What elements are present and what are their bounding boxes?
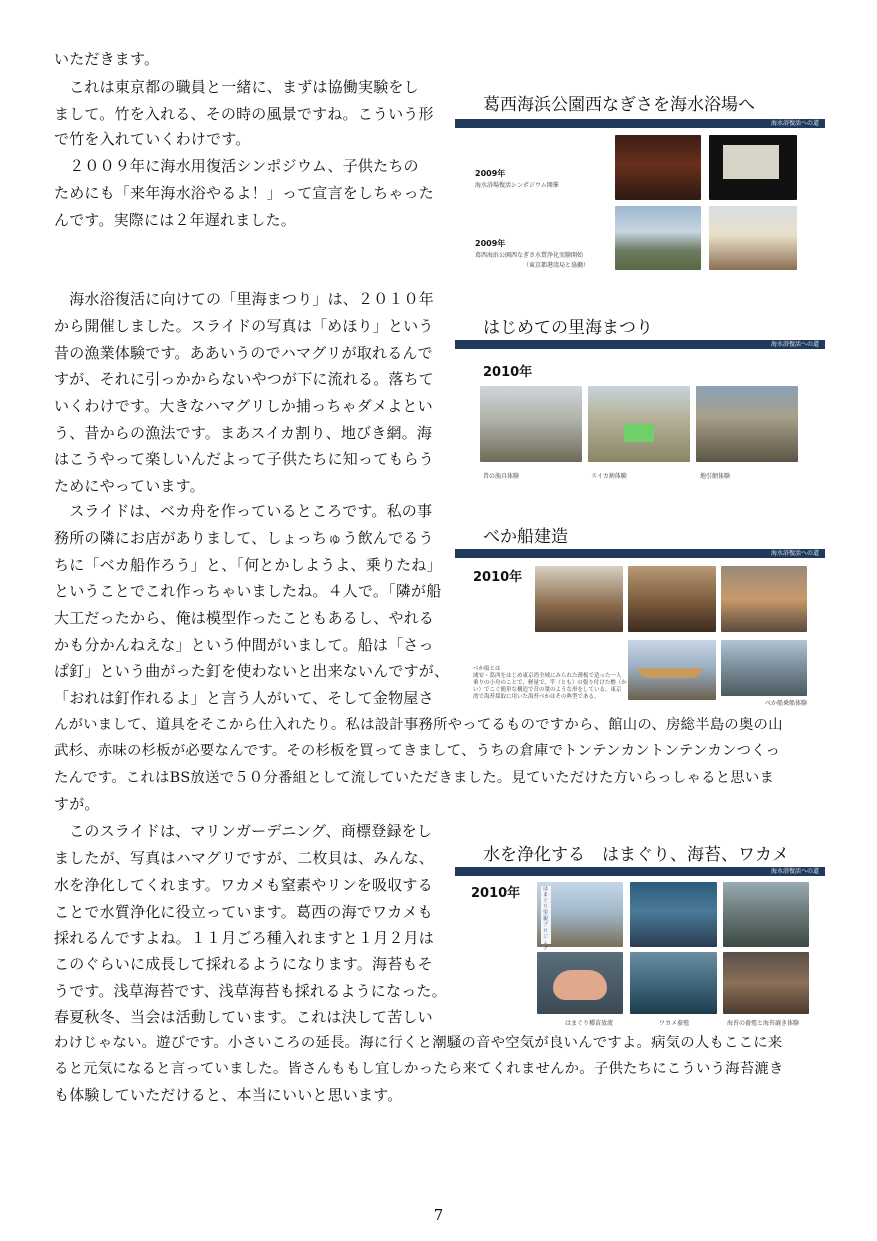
note-line: 浦安・葛西をはじめ東京湾全域にみられた薄板で造った一人 — [473, 673, 622, 679]
slide-year: 2010年 — [483, 365, 533, 380]
photo-boat-ride — [721, 640, 807, 696]
text-line: ましたが、写真はハマグリですが、二枚貝は、みんな、 — [54, 849, 435, 867]
photo-caption: ワカメ養殖 — [659, 1020, 690, 1027]
item-text: 海水浴場復活シンポジウム開催 — [475, 182, 559, 189]
text-line: はこうやって楽しいんだよって子供たちに知ってもらう — [54, 450, 435, 468]
note-line: べか船とは — [473, 666, 501, 672]
photo-group-beach — [709, 206, 797, 270]
photo-symposium-speaker — [709, 135, 797, 200]
text-line: 武杉、赤味の杉板が必要なんです。その杉板を買ってきまして、うちの倉庫でトンテンカントンテンカンつくっ — [54, 743, 781, 759]
text-line: 大工だったから、俺は模型作ったこともあるし、やれる — [54, 609, 435, 627]
green-mat — [624, 424, 654, 442]
text-line: かも分かんねえな」という仲間がいまして。船は「さっ — [54, 636, 434, 654]
photo-boat-shore — [628, 640, 716, 700]
photo-symposium-hall — [615, 135, 701, 200]
photo-boat-people — [630, 882, 717, 947]
item-year: 2009年 — [475, 239, 506, 248]
photo-watermelon — [588, 386, 690, 462]
note-line: 乗りの小舟のことで、軽量で、竿（とも）の張り付けた櫓（か — [473, 680, 627, 686]
slide-year: 2010年 — [471, 886, 521, 901]
note-line: 湾で海苔採取に用いた海苔べかはその典型である。 — [473, 694, 600, 700]
photo-caption: はまぐり種苗放流 — [565, 1020, 614, 1027]
slide-header-bar — [455, 340, 825, 349]
text-line: すが。 — [54, 795, 100, 813]
text-line: わけじゃない。遊びです。小さいころの延長。海に行くと潮騒の音や空気が良いんですよ。病気の人もここに来 — [54, 1035, 783, 1051]
photo-caption: 海苔の養殖と海苔漉き体験 — [727, 1020, 800, 1027]
text-line: すが、それに引っかからないやつが下に流れる。落ちて — [54, 370, 434, 388]
text-line: 務所の隣にお店がありまして、しょっちゅう飲んでるう — [54, 529, 434, 547]
text-line: 昔の漁業体験です。ああいうのでハマグリが取れるんで — [54, 344, 433, 362]
slide-bar-label: 海水浴復活への道 — [770, 550, 819, 557]
projection-screen — [723, 145, 779, 179]
text-line: 春夏秋冬、当会は活動しています。これは決して苦しい — [54, 1008, 433, 1026]
photo-nori-making — [723, 952, 809, 1014]
text-line: ２００９年に海水用復活シンポジウム、子供たちの — [54, 157, 419, 175]
hand-shape — [553, 970, 607, 1000]
photo-hamaguri-sign — [537, 882, 623, 952]
text-line: まして。竹を入れる、その時の風景ですね。こういう形 — [54, 105, 434, 123]
photo-workshop-1 — [535, 566, 623, 632]
slide-satoumi-festival — [455, 313, 825, 483]
text-line: う、昔からの漁法です。まあスイカ割り、地びき網。海 — [54, 424, 433, 442]
text-line: ためにやっています。 — [54, 477, 205, 495]
text-line: いただきます。 — [54, 50, 160, 68]
slide-title: 葛西海浜公園西なぎさを海水浴場へ — [483, 95, 755, 115]
photo-fishing-gear — [480, 386, 582, 462]
slide-title: はじめての里海まつり — [483, 318, 653, 338]
text-line: ことで水質浄化に役立っています。葛西の海でワカメも — [54, 903, 433, 921]
page-number: 7 — [433, 1206, 444, 1224]
slide-bar-label: 海水浴復活への道 — [770, 120, 819, 127]
slide-header-bar — [455, 119, 825, 128]
text-line: これは東京都の職員と一緒に、まずは協働実験をし — [54, 78, 419, 96]
text-line: 採れるんですよね。１１月ごろ種入れますと１月２月は — [54, 929, 435, 947]
text-line: ということでこれ作っちゃいましたね。４人で。「隣が船 — [54, 582, 442, 600]
photo-caption: 昔の漁具体験 — [483, 473, 520, 480]
slide-title: べか船建造 — [483, 527, 568, 547]
sign-board — [541, 886, 551, 952]
slide-year: 2010年 — [473, 570, 523, 585]
item-year: 2009年 — [475, 169, 506, 178]
text-line: ると元気になると言っていました。皆さんももし宜しかったら来てくれませんか。子供たちにこういう海苔漉き — [54, 1061, 784, 1077]
boat-shape — [638, 668, 702, 678]
photo-workshop-2 — [628, 566, 716, 632]
photo-workshop-3 — [721, 566, 807, 632]
text-line: 「おれは釘作れるよ」と言う人がいて、そして金物屋さ — [54, 689, 434, 707]
item-text: （東京都港湾局と協働） — [523, 262, 590, 269]
text-line: 海水浴復活に向けての「里海まつり」は、２０１０年 — [54, 290, 435, 308]
slide-bar-label: 海水浴復活への道 — [770, 868, 819, 875]
slide-title: 水を浄化する はまぐり、海苔、ワカメ — [483, 845, 789, 865]
slide-bar-label: 海水浴復活への道 — [770, 341, 819, 348]
photo-bamboo-boat — [615, 206, 701, 270]
text-line: ちに「ベカ船作ろう」と、「何とかしようよ、乗りたね」 — [54, 556, 442, 574]
text-line: このぐらいに成長して採れるようになります。海苔もそ — [54, 955, 433, 973]
slide-header-bar — [455, 549, 825, 558]
text-line: たんです。これはBS放送で５０分番組として流していただきました。見ていただけた方いらっしゃると思いま — [54, 770, 775, 786]
photo-caption: 地引網体験 — [700, 473, 731, 480]
photo-wakame — [630, 952, 717, 1014]
slide-beka-boat — [455, 522, 825, 707]
text-line: 水を浄化してくれます。ワカメも窒素やリンを吸収する — [54, 876, 433, 894]
photo-seine-net — [696, 386, 798, 462]
sign-text: はまぐり里親プロジェク — [543, 886, 549, 952]
text-line: いくわけです。大きなハマグリしか捕っちゃダメよとい — [54, 397, 433, 415]
text-line: んです。実際には２年遅れました。 — [54, 211, 297, 229]
text-line: から開催しました。スライドの写真は「めほり」という — [54, 317, 434, 335]
item-text: 葛西海浜公園西なぎさ水質浄化実験開始 — [475, 252, 584, 259]
text-line: うです。浅草海苔です、浅草海苔も採れるようになった。 — [54, 982, 447, 1000]
slide-kasai-beach — [455, 90, 825, 275]
text-line: も体験していただけると、本当にいいと思います。 — [54, 1086, 403, 1104]
text-line: このスライドは、マリンガーデニング、商標登録をし — [54, 822, 433, 840]
slide-header-bar — [455, 867, 825, 876]
text-line: ためにも「来年海水浴やるよ！」って宣言をしちゃった — [54, 184, 435, 202]
text-line: スライドは、ベカ舟を作っているところです。私の事 — [54, 502, 433, 520]
text-line: ぱ釘」という曲がった釘を使わないと出来ないんですが、 — [54, 662, 450, 680]
photo-caption: スイカ割体験 — [591, 473, 627, 480]
text-line: んがいまして、道具をそこから仕入れたり。私は設計事務所やってるものですから、館山の、房総半島の奥の山 — [54, 717, 783, 733]
photo-clams-hand — [537, 952, 623, 1014]
photo-caption: べか船乗船体験 — [765, 700, 808, 707]
text-line: で竹を入れていくわけです。 — [54, 130, 251, 148]
photo-seaweed-farm — [723, 882, 809, 947]
slide-water-purification — [455, 840, 825, 1030]
note-line: い）でこぐ簡単な構造で昔の葉のような形をしている。東京 — [473, 687, 622, 693]
